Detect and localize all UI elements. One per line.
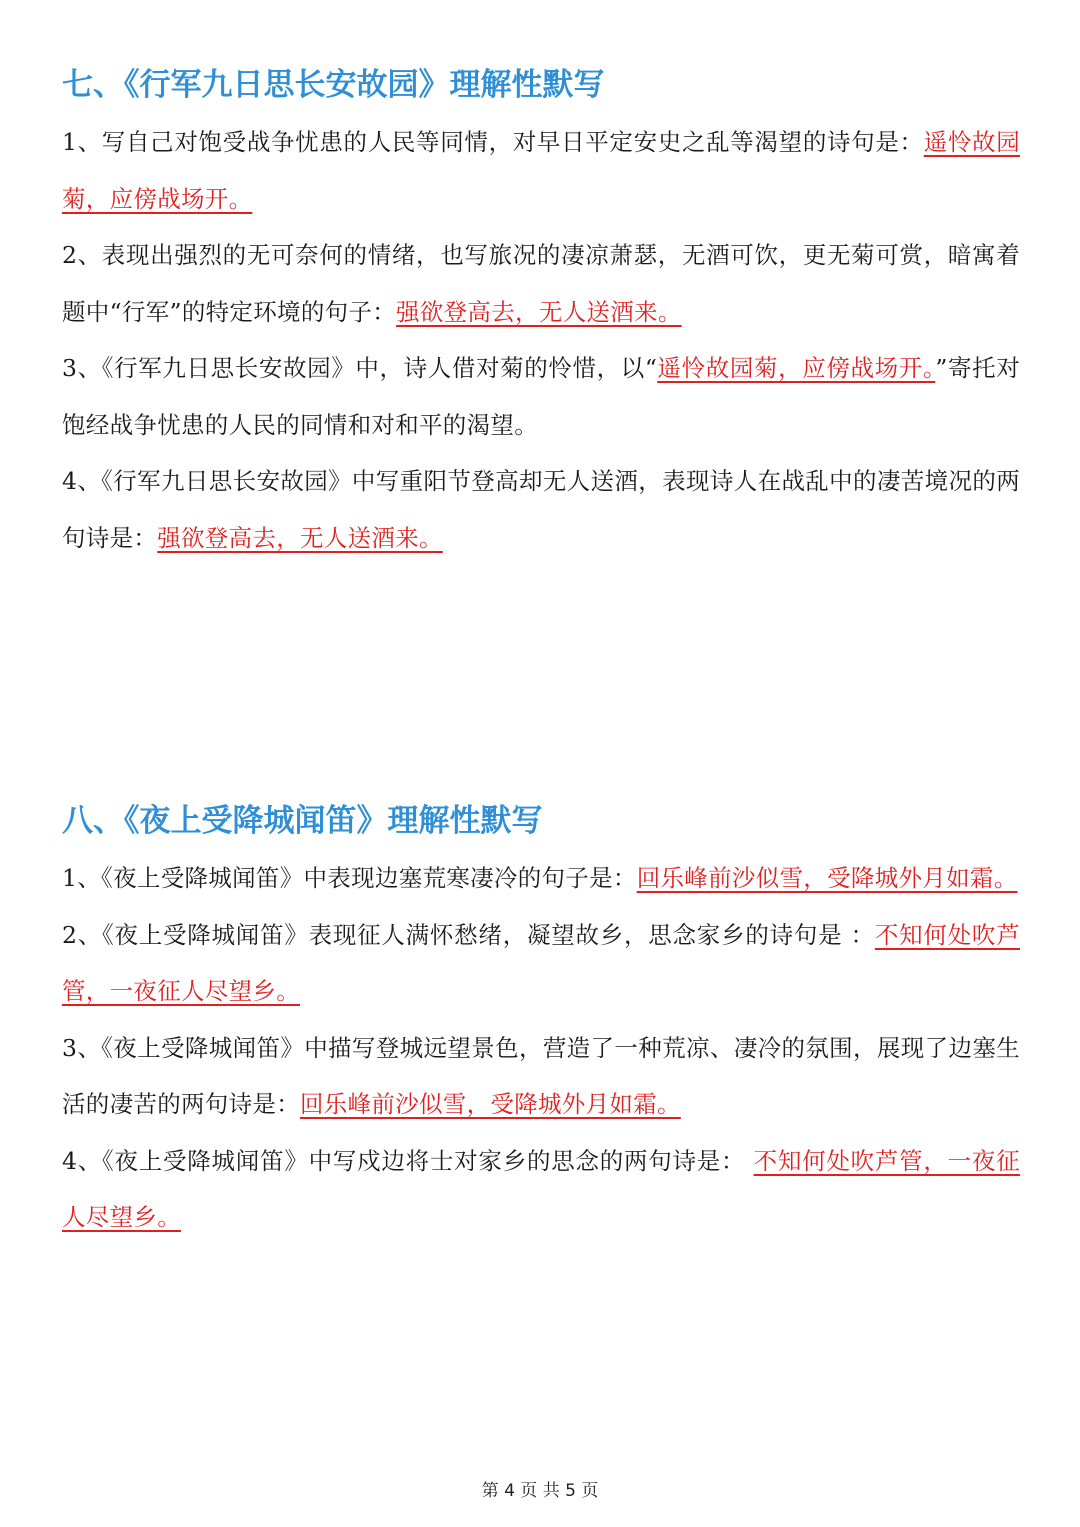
question-item (62, 227, 1020, 340)
question-item (62, 907, 1020, 1020)
answer-text: 遥怜故园菊，应傍战场开。 (657, 354, 936, 382)
section-title: 八、《夜上受降城闻笛》理解性默写 (62, 803, 543, 839)
answer-text: 回乐峰前沙似雪，受降城外月如霜。 (300, 1090, 681, 1118)
question-text: 2、表现出强烈的无可奈何的情绪，也写旅况的凄凉萧瑟，无酒可饮，更无菊可赏，暗寓着题中“行军”的特定环境的句子： (62, 241, 1020, 326)
question-text: 4、《夜上受降城闻笛》中写戍边将士对家乡的思念的两句诗是： (62, 1146, 754, 1175)
answer-text: 回乐峰前沙似雪，受降城外月如霜。 (636, 864, 1018, 892)
question-text-after: ”寄托对饱经战争忧患的人民的同情和对和平的渴望。 (62, 354, 1021, 439)
question-item (62, 1133, 1020, 1246)
page-number: 第 4 页 共 5 页 (481, 1481, 599, 1501)
answer-text: 不知何处吹芦管，一夜征人尽望乡。 (62, 1146, 1020, 1231)
question-text: 1、《夜上受降城闻笛》中表现边塞荒寒凄冷的句子是： (62, 864, 637, 892)
question-item (62, 114, 1020, 227)
section-ye-shang (62, 798, 1020, 1246)
section-title: 七、《行军九日思长安故园》理解性默写 (62, 67, 605, 103)
question-item (62, 340, 1020, 453)
question-text: 1、写自己对饱受战争忧患的人民等同情，对早日平定安史之乱等渴望的诗句是： (62, 128, 924, 156)
question-text: 2、《夜上受降城闻笛》表现征人满怀愁绪，凝望故乡，思念家乡的诗句是 ： (62, 920, 875, 949)
question-item (62, 1020, 1020, 1133)
answer-text: 强欲登高去，无人送酒来。 (396, 297, 682, 326)
question-text: 4、《行军九日思长安故园》中写重阳节登高却无人送酒，表现诗人在战乱中的凄苦境况的两句诗是： (62, 467, 1020, 552)
section-qixing (62, 62, 1020, 566)
question-item (62, 850, 1020, 907)
answer-text: 遥怜故园菊，应傍战场开。 (62, 128, 1021, 213)
question-text: 3、《夜上受降城闻笛》中描写登城远望景色，营造了一种荒凉、凄冷的氛围，展现了边塞生活的凄苦的两句诗是： (62, 1033, 1020, 1118)
answer-text: 不知何处吹芦管，一夜征人尽望乡。 (62, 920, 1020, 1005)
question-text: 3、《行军九日思长安故园》中，诗人借对菊的怜惜，以“ (62, 354, 658, 382)
question-item (62, 453, 1020, 566)
answer-text: 强欲登高去，无人送酒来。 (157, 523, 443, 552)
